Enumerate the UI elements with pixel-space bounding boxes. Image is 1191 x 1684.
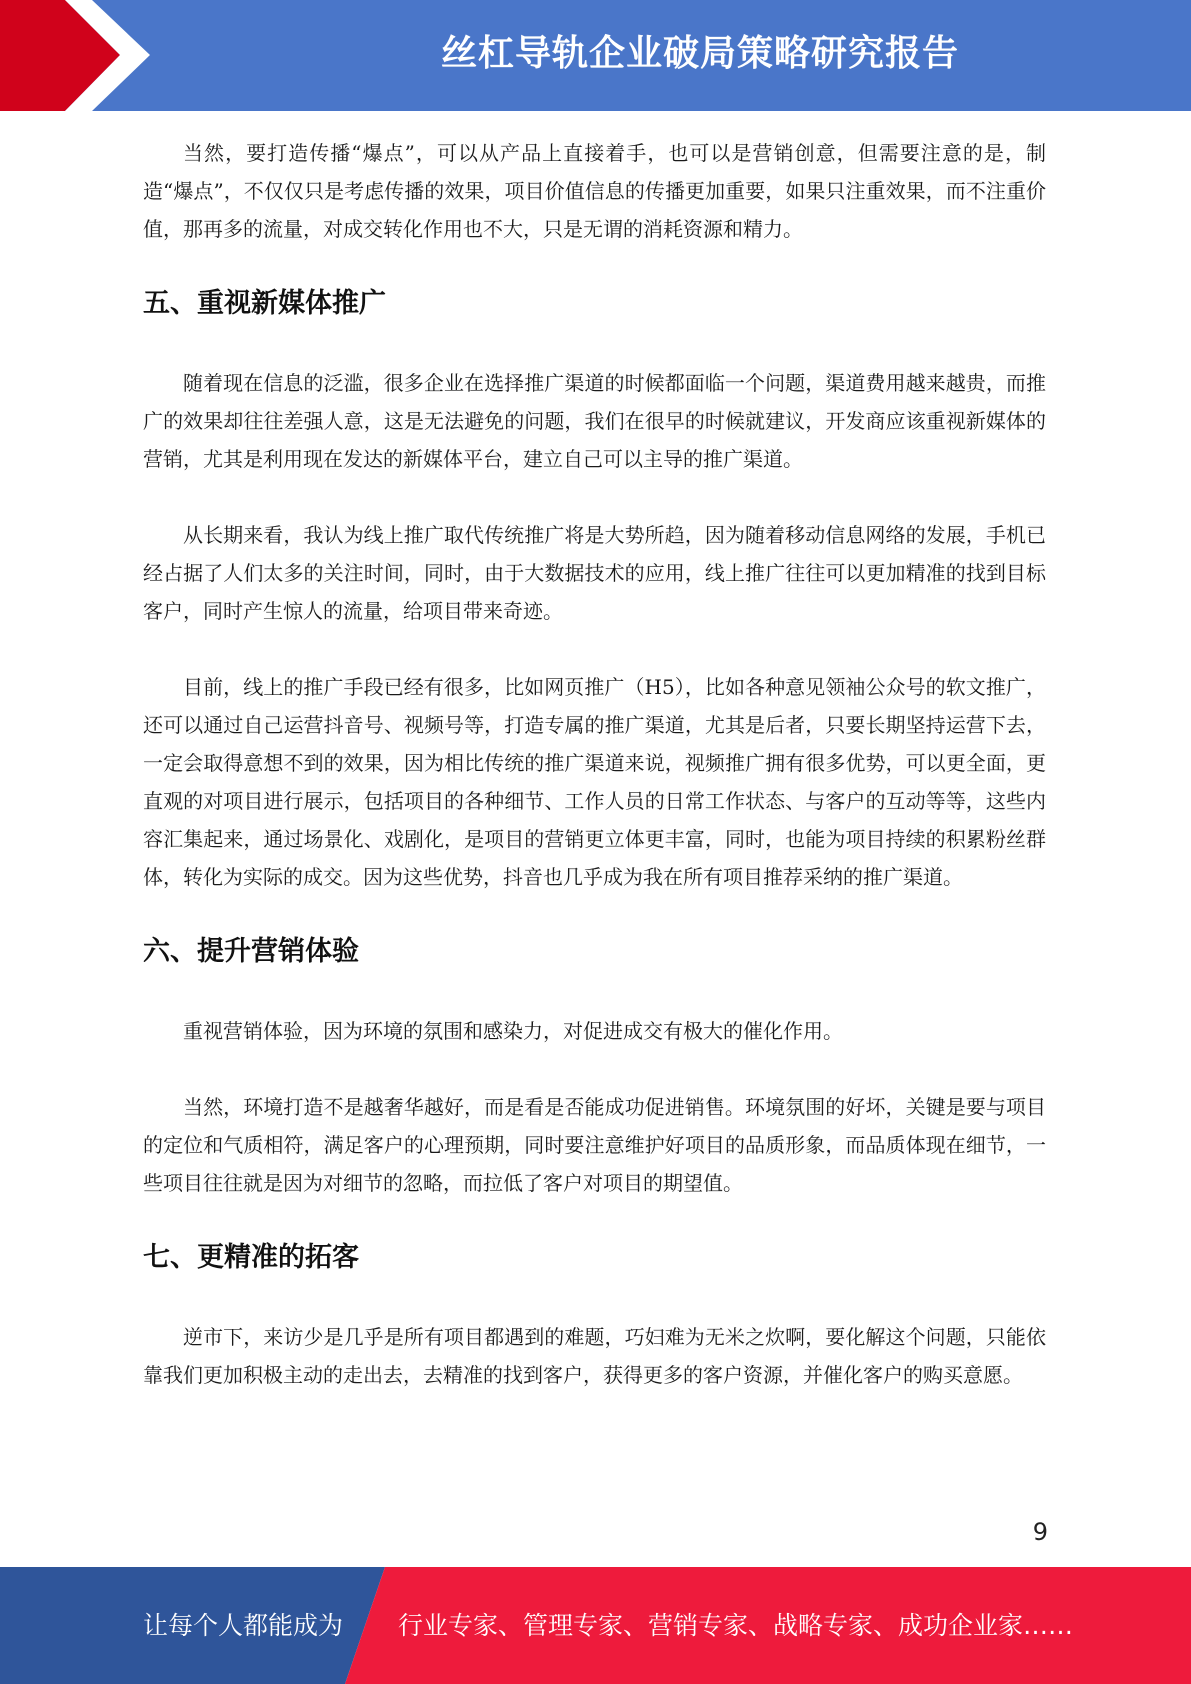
report-title: 丝杠导轨企业破局策略研究报告 [440, 33, 959, 74]
paragraph: 目前，线上的推广手段已经有很多，比如网页推广（H5），比如各种意见领袖公众号的软文推广，还可以通过自己运营抖音号、视频号等，打造专属的推广渠道，尤其是后者，只要长期坚持运营下去，一定会取得意想不到的效果，因为相比传统的推广渠道来说，视频推广拥有很多优势，可以更全面，更直观的对项目进行展示，包括项目的各种细节、工作人员的日常工作状态、与客户的互动等等，这些内容汇集起来，通过场景化、戏剧化，是项目的营销更立体更丰富，同时，也能为项目持续的积累粉丝群体，转化为实际的成交。因为这些优势，抖音也几乎成为我在所有项目推荐采纳的推广渠道。 [143, 675, 1046, 889]
page-footer [0, 1567, 1191, 1684]
footer-slogan-right: 行业专家、管理专家、营销专家、战略专家、成功企业家…… [398, 1611, 1074, 1640]
section-heading-7: 七、更精准的拓客 [143, 1242, 359, 1273]
section-heading-6: 六、提升营销体验 [143, 936, 359, 967]
page-number: 9 [1032, 1518, 1048, 1546]
section-heading-5: 五、重视新媒体推广 [143, 288, 386, 319]
page-header [0, 0, 1191, 111]
paragraph: 随着现在信息的泛滥，很多企业在选择推广渠道的时候都面临一个问题，渠道费用越来越贵，而推广的效果却往往差强人意，这是无法避免的问题，我们在很早的时候就建议，开发商应该重视新媒体的营销，尤其是利用现在发达的新媒体平台，建立自己可以主导的推广渠道。 [143, 371, 1046, 471]
footer-slogan-left: 让每个人都能成为 [143, 1611, 344, 1640]
paragraph: 当然，环境打造不是越奢华越好，而是看是否能成功促进销售。环境氛围的好坏，关键是要与项目的定位和气质相符，满足客户的心理预期，同时要注意维护好项目的品质形象，而品质体现在细节，一些项目往往就是因为对细节的忽略，而拉低了客户对项目的期望值。 [143, 1095, 1046, 1195]
paragraph: 重视营销体验，因为环境的氛围和感染力，对促进成交有极大的催化作用。 [183, 1019, 843, 1043]
paragraph: 从长期来看，我认为线上推广取代传统推广将是大势所趋，因为随着移动信息网络的发展，手机已经占据了人们太多的关注时间，同时，由于大数据技术的应用，线上推广往往可以更加精准的找到目标客户，同时产生惊人的流量，给项目带来奇迹。 [143, 523, 1046, 623]
paragraph: 当然，要打造传播“爆点”，可以从产品上直接着手，也可以是营销创意，但需要注意的是，制造“爆点”，不仅仅只是考虑传播的效果，项目价值信息的传播更加重要，如果只注重效果，而不注重价值，那再多的流量，对成交转化作用也不大，只是无谓的消耗资源和精力。 [143, 141, 1046, 241]
page-content [143, 134, 1046, 1394]
paragraph: 逆市下，来访少是几乎是所有项目都遇到的难题，巧妇难为无米之炊啊，要化解这个问题，只能依靠我们更加积极主动的走出去，去精准的找到客户，获得更多的客户资源，并催化客户的购买意愿。 [143, 1325, 1046, 1387]
